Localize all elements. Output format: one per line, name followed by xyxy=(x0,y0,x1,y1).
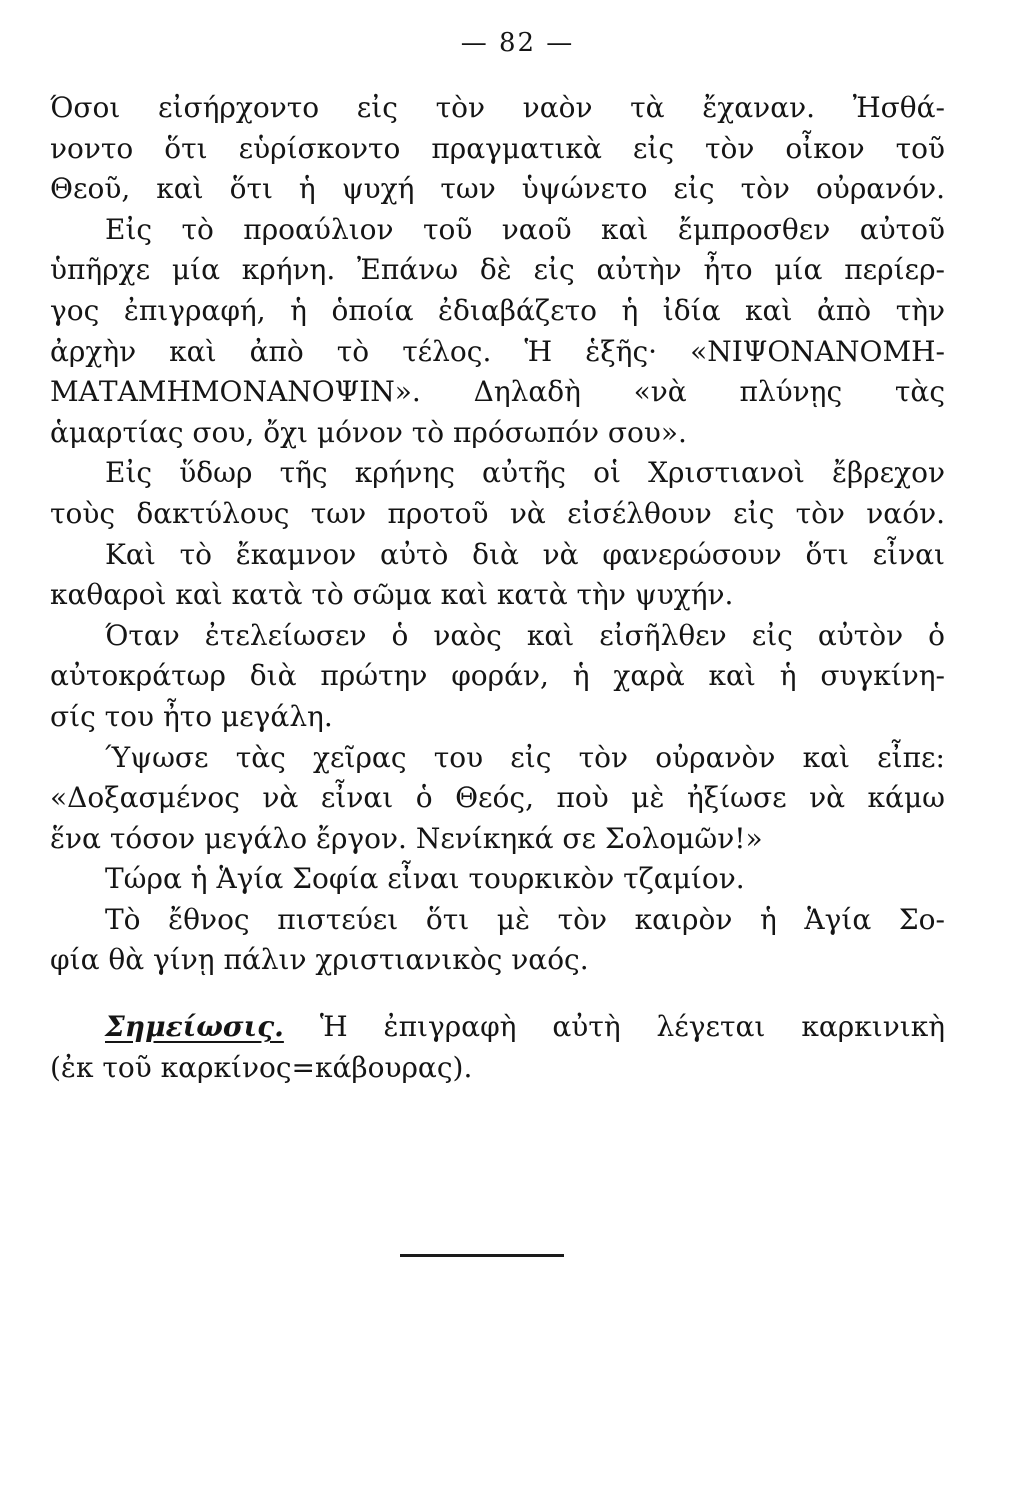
text-line: «Δοξασμένος νὰ εἶναι ὁ Θεός, ποὺ μὲ ἠξίωσε νὰ κάμω xyxy=(50,781,945,815)
text-line: ἁμαρτίας σου, ὄχι μόνον τὸ πρόσωπόν σου». xyxy=(50,415,687,449)
text-line: Όσοι εἰσήρχοντο εἰς τὸν ναὸν τὰ ἔχαναν. Ἠσθά- xyxy=(50,91,945,124)
text-line: Εἰς τὸ προαύλιον τοῦ ναοῦ καὶ ἔμπροσθεν αὐτοῦ xyxy=(105,212,945,246)
note-text: Ἡ ἐπιγραφὴ αὐτὴ λέγεται καρκινικὴ xyxy=(283,1010,945,1044)
text-line: Τώρα ἡ Ἁγία Σοφία εἶναι τουρκικὸν τζαμίον. xyxy=(105,862,745,896)
paragraph-gap xyxy=(50,981,945,1007)
text-line: καθαροὶ καὶ κατὰ τὸ σῶμα καὶ κατὰ τὴν ψυχήν. xyxy=(50,578,734,612)
text-line: Εἰς ὕδωρ τῆς κρήνης αὐτῆς οἱ Χριστιανοὶ ἔβρεχον xyxy=(105,456,945,490)
text-line: Όταν ἐτελείωσεν ὁ ναὸς καὶ εἰσῆλθεν εἰς αὐτὸν ὁ xyxy=(105,618,945,652)
text-line: ἕνα τόσον μεγάλο ἔργον. Νενίκηκά σε Σολομῶν!» xyxy=(50,821,763,855)
text-line: Καὶ τὸ ἔκαμνον αὐτὸ διὰ νὰ φανερώσουν ὅτι εἶναι xyxy=(105,537,945,571)
text-line: σίς του ἦτο μεγάλη. xyxy=(50,699,333,733)
end-rule-divider xyxy=(400,1254,564,1257)
text-line: γος ἐπιγραφή, ἡ ὁποία ἐδιαβάζετο ἡ ἰδία καὶ ἀπὸ τὴν xyxy=(50,293,945,327)
text-line: ΜΑΤΑΜΗΜΟΝΑΝΟΨΙΝ». Δηλαδὴ «νὰ πλύνῃς τὰς xyxy=(50,375,945,409)
text-line: ἀρχὴν καὶ ἀπὸ τὸ τέλος. Ἡ ἑξῆς· «ΝΙΨΟΝΑΝΟΜΗ- xyxy=(50,334,945,368)
text-line: Τὸ ἔθνος πιστεύει ὅτι μὲ τὸν καιρὸν ἡ Ἁγία Σο- xyxy=(105,902,945,936)
text-line: Θεοῦ, καὶ ὅτι ἡ ψυχή των ὑψώνετο εἰς τὸν οὐρανόν. xyxy=(50,172,945,206)
note-line: (ἐκ τοῦ καρκίνος=κάβουρας). xyxy=(50,1050,473,1084)
text-line: τοὺς δακτύλους των προτοῦ νὰ εἰσέλθουν εἰς τὸν ναόν. xyxy=(50,496,945,530)
body-text xyxy=(50,88,945,1088)
note-line xyxy=(50,1007,945,1048)
text-line: νοντο ὅτι εὑρίσκοντο πραγματικὰ εἰς τὸν οἶκον τοῦ xyxy=(50,131,945,165)
text-line: Ύψωσε τὰς χεῖρας του εἰς τὸν οὐρανὸν καὶ εἶπε: xyxy=(105,740,945,774)
note-label: Σημείωσις. xyxy=(105,1010,284,1044)
text-line: αὐτοκράτωρ διὰ πρώτην φοράν, ἡ χαρὰ καὶ ἡ συγκίνη- xyxy=(50,659,945,693)
text-line: φία θὰ γίνῃ πάλιν χριστιανικὸς ναός. xyxy=(50,943,589,977)
page-number: — 82 — xyxy=(460,28,575,58)
text-line: ὑπῆρχε μία κρήνη. Ἐπάνω δὲ εἰς αὐτὴν ἦτο μία περίερ- xyxy=(50,253,945,287)
